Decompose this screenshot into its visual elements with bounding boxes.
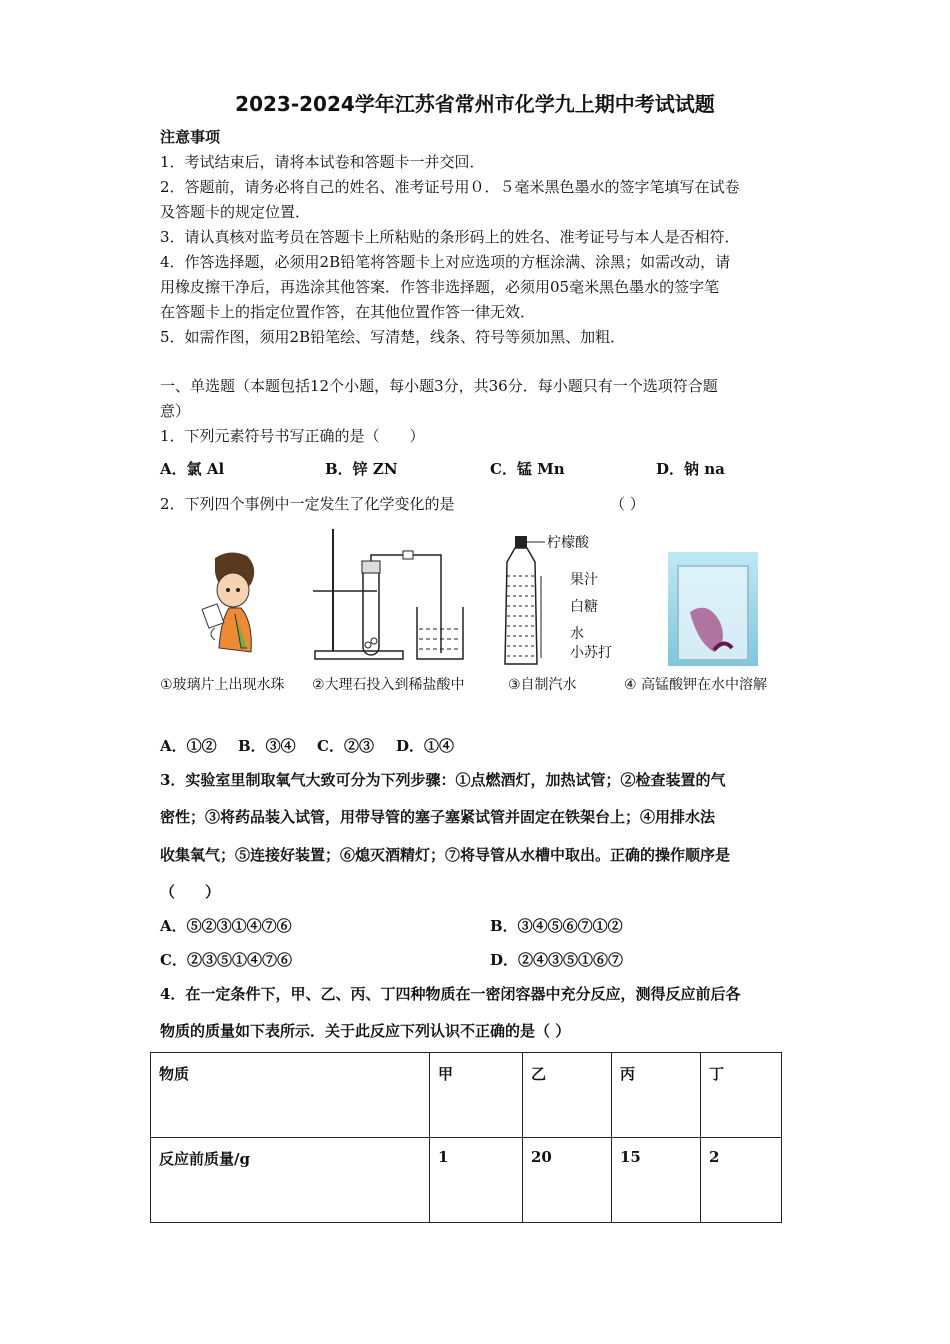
table-cell: 反应前质量/g [151,1138,430,1223]
table-row [151,1053,782,1138]
table-cell: 物质 [151,1053,430,1138]
table-cell: 1 [430,1138,523,1223]
section-heading-cont: 意） [160,402,191,420]
table-cell: 丁 [701,1053,782,1138]
soda-bottle-illustration [497,532,557,668]
q3-stem: 密性；③将药品装入试管，用带导管的塞子塞紧试管并固定在铁架台上；④用排水法 [160,808,716,826]
notice-line: 4．作答选择题，必须用2B铅笔将答题卡上对应选项的方框涂满、涂黑；如需改动，请 [160,253,731,271]
figure-caption-1: ①玻璃片上出现水珠 [160,677,285,693]
bottle-label: 白糖 [570,599,598,615]
q1-option-d: D．钠 na [656,460,725,478]
table-cell: 20 [523,1138,612,1223]
bottle-label: 柠檬酸 [547,535,589,551]
bottle-label: 水 [570,626,584,642]
q3-option-b: B．③④⑤⑥⑦①② [490,917,623,935]
q4-stem: 4．在一定条件下，甲、乙、丙、丁四种物质在一密闭容器中充分反应，测得反应前后各 [160,985,741,1003]
girl-illustration [185,548,265,668]
beaker-photo [668,552,758,666]
figure-caption-4: ④ 高锰酸钾在水中溶解 [624,677,768,693]
q4-stem: 物质的质量如下表所示．关于此反应下列认识不正确的是（ ） [160,1022,571,1040]
figure-caption-3: ③自制汽水 [508,677,577,693]
q3-stem: 3．实验室里制取氧气大致可分为下列步骤：①点燃酒灯，加热试管；②检查装置的气 [160,771,726,789]
bottle-label: 小苏打 [570,645,612,661]
table-cell: 乙 [523,1053,612,1138]
q2-stem: 2．下列四个事例中一定发生了化学变化的是 [160,495,455,513]
notice-line: 及答题卡的规定位置． [160,203,311,221]
figure-caption-2: ②大理石投入到稀盐酸中 [312,677,465,693]
table-row [151,1138,782,1223]
q3-option-d: D．②④③⑤①⑥⑦ [490,951,624,969]
notice-line: 1．考试结束后，请将本试卷和答题卡一并交回． [160,153,485,171]
q1-stem: 1．下列元素符号书写正确的是（ ） [160,427,425,445]
notice-line: 用橡皮擦干净后，再选涂其他答案．作答非选择题，必须用05毫米黑色墨水的签字笔 [160,278,720,296]
q1-option-c: C．锰 Mn [490,460,565,478]
q3-stem: 收集氧气；⑤连接好装置；⑥熄灭酒精灯；⑦将导管从水槽中取出。正确的操作顺序是 [160,846,731,864]
q2-paren: （ ） [610,495,645,513]
q1-option-a: A．氯 Al [160,460,225,478]
q3-option-c: C．②③⑤①④⑦⑥ [160,951,292,969]
q3-option-a: A．⑤②③①④⑦⑥ [160,917,292,935]
q2-option-c: C．②③ [317,737,374,755]
table-cell: 2 [701,1138,782,1223]
notice-line: 在答题卡上的指定位置作答，在其他位置作答一律无效． [160,303,536,321]
table-cell: 丙 [612,1053,701,1138]
bottle-label: 果汁 [570,572,598,588]
notice-line: 3．请认真核对监考员在答题卡上所粘贴的条形码上的姓名、准考证号与本人是否相符． [160,228,740,246]
notice-line: 2．答题前，请务必将自己的姓名、准考证号用０．５毫米黑色墨水的签字笔填写在试卷 [160,178,740,196]
page-title: 2023-2024学年江苏省常州市化学九上期中考试试题 [235,92,715,116]
apparatus-illustration [307,525,467,665]
q2-option-b: B．③④ [238,737,296,755]
section-heading: 一、单选题（本题包括12个小题，每小题3分，共36分．每小题只有一个选项符合题 [160,377,718,395]
q2-option-d: D．①④ [396,737,455,755]
notice-line: 5．如需作图，须用2B铅笔绘、写清楚，线条、符号等须加黑、加粗． [160,328,626,346]
q3-stem: （ ） [160,883,221,901]
table-cell: 15 [612,1138,701,1223]
q4-mass-table [150,1052,782,1223]
table-cell: 甲 [430,1053,523,1138]
q1-option-b: B．锌 ZN [325,460,398,478]
notice-heading: 注意事项 [160,128,221,146]
q2-option-a: A．①② [160,737,217,755]
